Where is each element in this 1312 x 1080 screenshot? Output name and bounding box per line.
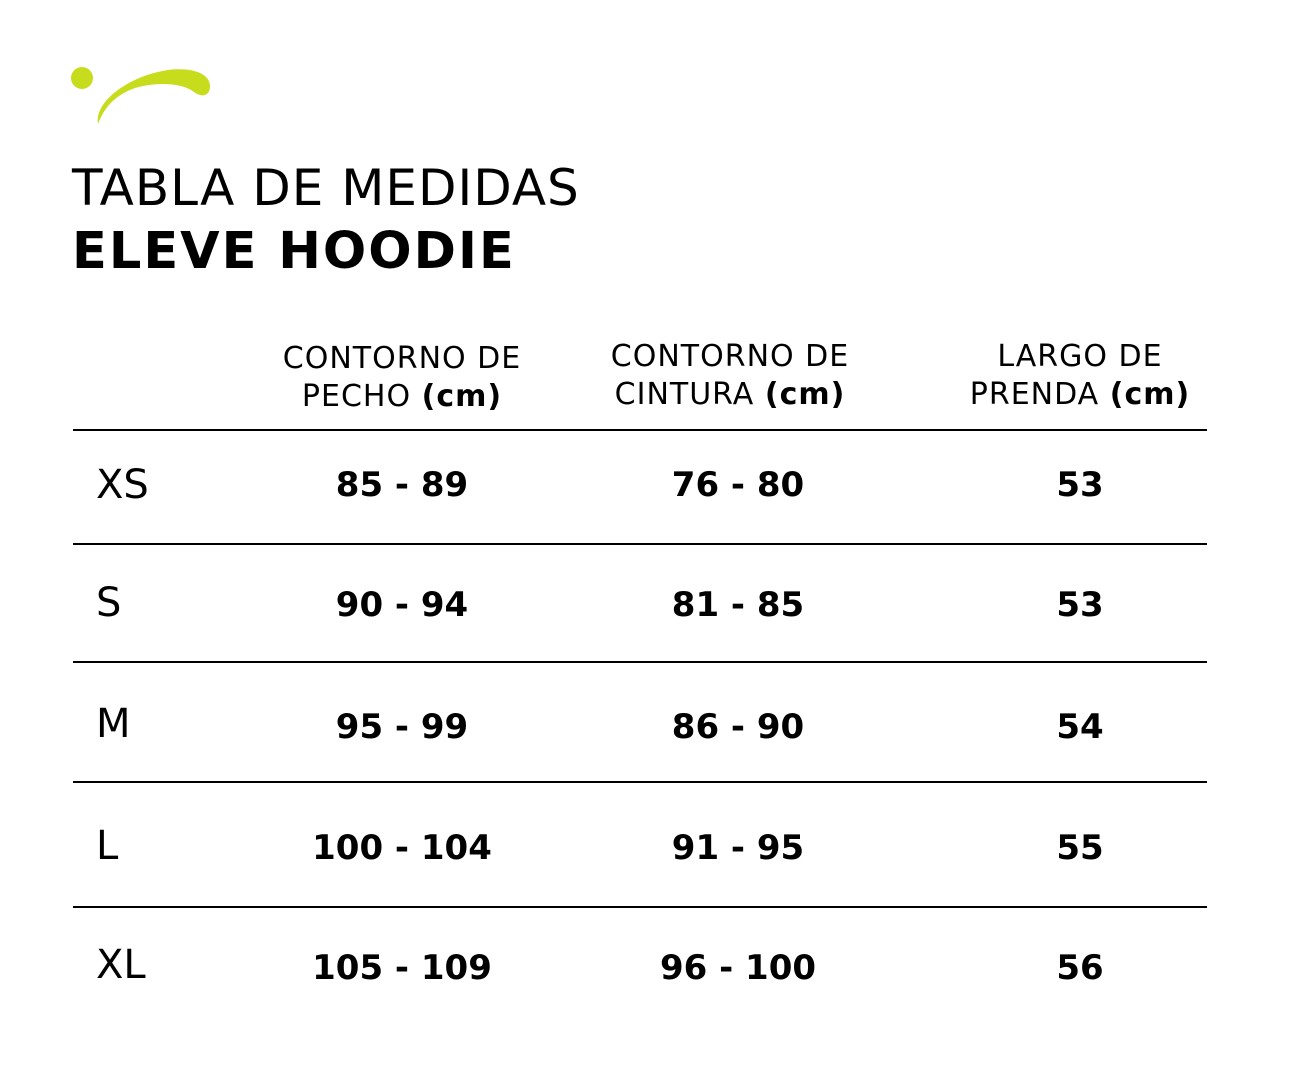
- size-label: L: [96, 823, 119, 869]
- cell-pecho: 90 - 94: [335, 585, 469, 625]
- table-divider: [73, 429, 1207, 431]
- cell-pecho: 100 - 104: [312, 828, 492, 868]
- table-divider: [73, 543, 1207, 545]
- column-header-pecho: [252, 340, 552, 416]
- cell-pecho: 85 - 89: [335, 465, 469, 505]
- header-unit: (cm): [764, 377, 846, 412]
- header-label: CINTURA: [614, 377, 755, 412]
- table-divider: [73, 781, 1207, 783]
- cell-largo: 53: [1056, 585, 1104, 625]
- table-divider: [73, 661, 1207, 663]
- header-line1: CONTORNO DE: [610, 339, 850, 374]
- header-label: PRENDA: [969, 377, 1100, 412]
- size-label: XS: [96, 462, 149, 508]
- cell-largo: 54: [1056, 707, 1104, 747]
- size-label: S: [96, 580, 122, 626]
- column-header-largo: [930, 338, 1230, 414]
- page-title: TABLA DE MEDIDAS: [72, 159, 580, 217]
- cell-cintura: 86 - 90: [671, 707, 805, 747]
- cell-pecho: 95 - 99: [335, 707, 469, 747]
- header-unit: (cm): [1109, 377, 1191, 412]
- size-label: XL: [96, 942, 146, 988]
- header-line1: LARGO DE: [997, 339, 1163, 374]
- table-divider: [73, 906, 1207, 908]
- cell-cintura: 96 - 100: [659, 948, 817, 988]
- product-name: ELEVE HOODIE: [72, 222, 516, 281]
- header-line2: [930, 376, 1230, 414]
- header-line2: [580, 376, 880, 414]
- header-line2: [252, 378, 552, 416]
- size-label: M: [96, 701, 131, 747]
- column-header-cintura: [580, 338, 880, 414]
- cell-cintura: 76 - 80: [671, 465, 805, 505]
- header-line1: CONTORNO DE: [282, 341, 522, 376]
- brand-logo-swoosh-icon: [68, 62, 218, 132]
- cell-cintura: 91 - 95: [671, 828, 805, 868]
- cell-largo: 56: [1056, 948, 1104, 988]
- cell-largo: 55: [1056, 828, 1104, 868]
- header-unit: (cm): [421, 379, 503, 414]
- cell-largo: 53: [1056, 465, 1104, 505]
- cell-cintura: 81 - 85: [671, 585, 805, 625]
- header-label: PECHO: [301, 379, 412, 414]
- cell-pecho: 105 - 109: [312, 948, 492, 988]
